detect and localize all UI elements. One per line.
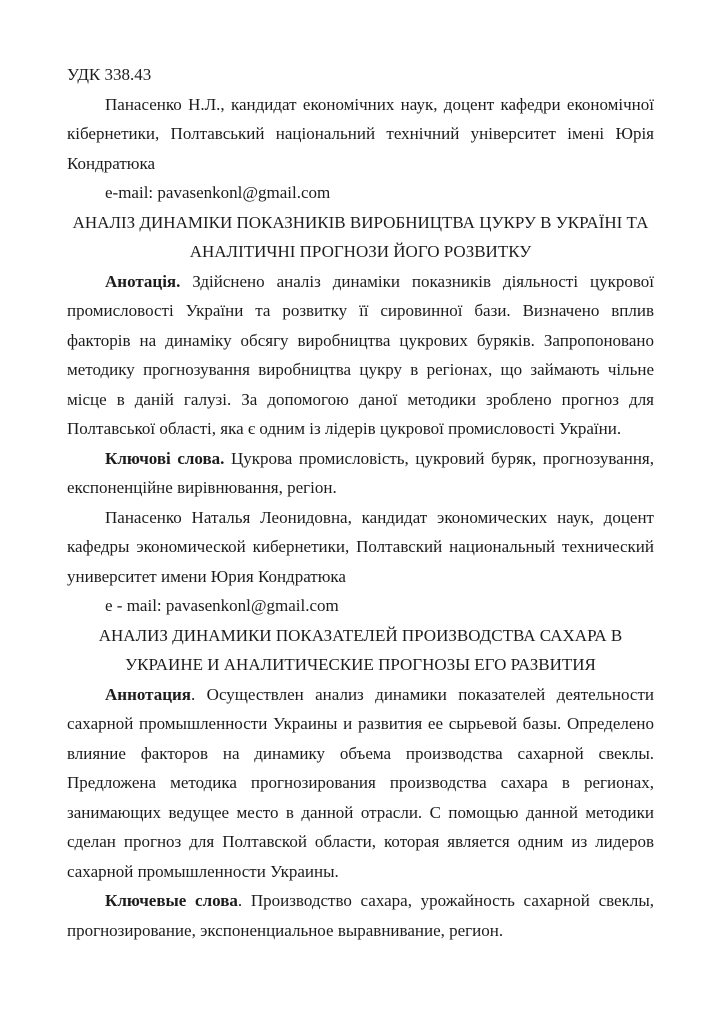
keywords-ru-body: . Производство сахара, урожайность сахарной свеклы, прогнозирование, экспоненциальное выравнивание, регион. xyxy=(67,891,654,940)
abstract-ua-body: Здійснено аналіз динаміки показників діяльності цукрової промисловості України та розвитку її сировинної бази. Визначено вплив факторів на динаміку обсягу виробництва цукрових буряків. Запропоновано методику прогнозування виробництва цукру в регіонах, що займають чільне місце в даній галузі. За допомогою даної методики зроблено прогноз для Полтавської області, яка є одним із лідерів цукрової промисловості України. xyxy=(67,271,654,438)
abstract-ua-label: Анотація. xyxy=(105,271,181,291)
keywords-ua-body: Цукрова промисловість, цукровий буряк, прогнозування, експоненційне вирівнювання, регіон. xyxy=(67,448,654,497)
article-title-ru xyxy=(67,621,654,680)
abstract-ru-label: Аннотация xyxy=(105,684,191,704)
keywords-ru-label: Ключевые слова xyxy=(105,891,238,910)
email-ru: e - mail: pavasenkonl@gmail.com xyxy=(105,596,339,615)
keywords-ua xyxy=(67,444,654,503)
article-title-ru-line-2: УКРАИНЕ И АНАЛИТИЧЕСКИЕ ПРОГНОЗЫ ЕГО РАЗВИТИЯ xyxy=(125,655,596,674)
email-ua: e-mail: pavasenkonl@gmail.com xyxy=(105,183,331,202)
abstract-ru xyxy=(67,680,654,887)
keywords-ua-label: Ключові слова. xyxy=(105,448,225,468)
article-title-ua-line-1: АНАЛІЗ ДИНАМІКИ ПОКАЗНИКІВ ВИРОБНИЦТВА ЦУКРУ В УКРАЇНІ ТА xyxy=(72,212,649,232)
abstract-ru-body: . Осуществлен анализ динамики показателей деятельности сахарной промышленности Украины и развития ее сырьевой базы. Определено влияние факторов на динамику объема производства сахарной свеклы. Предложена методика прогнозирования производства сахара в регионах, занимающих ведущее место в данной отрасли. С помощью данной методики сделан прогноз для Полтавской области, которая является одним из лидеров сахарной промышленности Украины. xyxy=(67,684,654,881)
article-title-ru-line-1: АНАЛИЗ ДИНАМИКИ ПОКАЗАТЕЛЕЙ ПРОИЗВОДСТВА САХАРА В xyxy=(98,625,623,645)
abstract-ua xyxy=(67,267,654,444)
author-affiliation-ru: Панасенко Наталья Леонидовна, кандидат экономических наук, доцент кафедры экономической кибернетики, Полтавский национальный технический университет имени Юрия Кондратюка xyxy=(67,507,654,586)
author-affiliation-ua: Панасенко Н.Л., кандидат економічних наук, доцент кафедри економічної кібернетики, Полтавський національний технічний університет імені Юрія Кондратюка xyxy=(67,94,654,173)
article-title-ua xyxy=(67,208,654,267)
article-title-ua-line-2: АНАЛІТИЧНІ ПРОГНОЗИ ЙОГО РОЗВИТКУ xyxy=(189,242,532,261)
keywords-ru xyxy=(67,886,654,945)
udc-code: УДК 338.43 xyxy=(67,65,152,84)
